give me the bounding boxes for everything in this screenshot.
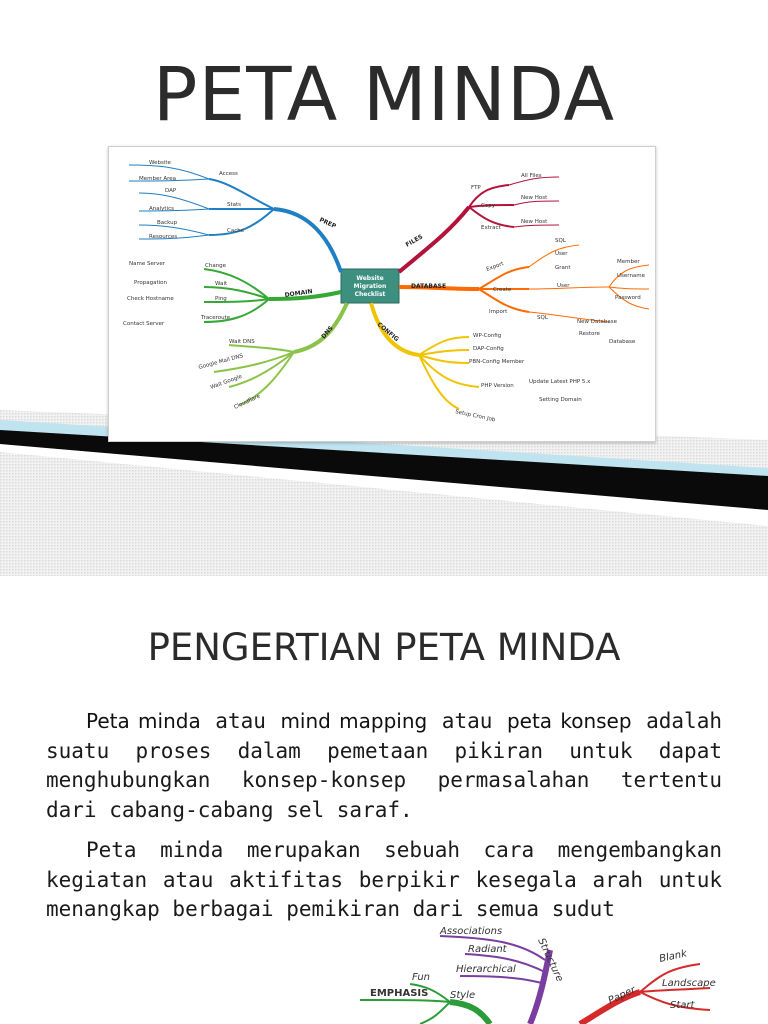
svg-text:DNS: DNS bbox=[320, 324, 335, 341]
svg-text:Google Mail DNS: Google Mail DNS bbox=[197, 353, 244, 371]
svg-text:Restore: Restore bbox=[579, 331, 600, 337]
label-start: Start bbox=[670, 1000, 695, 1011]
paragraph-explanation: Peta minda merupakan sebuah cara mengembangkan kegiatan atau aktifitas berpikir kesegala arah untuk menangkap berbagai pemikiran dari semua sudut bbox=[46, 838, 722, 921]
svg-text:Setting Domain: Setting Domain bbox=[539, 397, 582, 403]
svg-text:Stats: Stats bbox=[227, 202, 242, 208]
slide-title: PETA MINDA bbox=[152, 52, 616, 138]
svg-text:Change: Change bbox=[205, 263, 227, 269]
label-hierarchical: Hierarchical bbox=[456, 964, 516, 975]
svg-text:Check Hostname: Check Hostname bbox=[127, 296, 174, 302]
label-paper: Paper bbox=[606, 984, 638, 1007]
svg-text:PREP: PREP bbox=[318, 216, 337, 231]
svg-text:SQL: SQL bbox=[537, 315, 548, 321]
svg-text:Member Area: Member Area bbox=[139, 176, 177, 182]
svg-text:Database: Database bbox=[609, 339, 636, 345]
svg-text:All Files: All Files bbox=[521, 173, 542, 179]
svg-text:Export: Export bbox=[485, 261, 505, 273]
svg-text:SQL: SQL bbox=[555, 238, 566, 244]
term-peta-konsep: peta konsep bbox=[506, 709, 632, 733]
svg-text:PBN-Config Member: PBN-Config Member bbox=[469, 359, 525, 365]
svg-text:Wait Google: Wait Google bbox=[209, 373, 243, 391]
svg-text:DOMAIN: DOMAIN bbox=[284, 288, 313, 299]
svg-text:Username: Username bbox=[617, 273, 646, 279]
label-blank: Blank bbox=[658, 948, 688, 965]
label-fun: Fun bbox=[412, 972, 431, 983]
svg-text:FTP: FTP bbox=[471, 185, 481, 191]
label-emphasis: EMPHASIS bbox=[370, 988, 429, 999]
svg-text:Create: Create bbox=[493, 287, 512, 293]
svg-text:DAP-Config: DAP-Config bbox=[473, 346, 504, 352]
svg-text:Contact Server: Contact Server bbox=[123, 321, 165, 327]
svg-text:New Host: New Host bbox=[521, 219, 548, 225]
term-peta-minda: Peta minda bbox=[86, 709, 201, 733]
svg-text:FILES: FILES bbox=[404, 233, 425, 249]
svg-text:Analytics: Analytics bbox=[149, 206, 174, 212]
svg-text:Wait: Wait bbox=[215, 281, 228, 287]
svg-text:Access: Access bbox=[219, 171, 238, 177]
svg-text:Wait DNS: Wait DNS bbox=[229, 339, 255, 345]
paragraph-definition bbox=[46, 707, 722, 825]
definition-slide bbox=[0, 576, 768, 1024]
label-radiant: Radiant bbox=[468, 944, 507, 955]
svg-text:New Database: New Database bbox=[577, 319, 617, 325]
slide-title: PENGERTIAN PETA MINDA bbox=[147, 626, 621, 669]
svg-text:Migration: Migration bbox=[353, 283, 387, 290]
label-structure: Structure bbox=[535, 936, 566, 984]
definition-text: adalah suatu proses dalam pemetaan pikiran untuk dapat menghubungkan konsep-konsep permasalahan tertentu dari cabang-cabang sel saraf. bbox=[46, 709, 722, 822]
svg-text:Import: Import bbox=[489, 309, 508, 315]
mind-map-image-partial bbox=[340, 920, 768, 1024]
svg-text:Grant: Grant bbox=[555, 265, 571, 271]
separator: atau bbox=[427, 709, 507, 733]
svg-text:Cache: Cache bbox=[227, 228, 245, 234]
svg-text:Checklist: Checklist bbox=[354, 291, 386, 298]
label-style: Style bbox=[450, 990, 476, 1001]
label-associations: Associations bbox=[440, 926, 503, 937]
svg-text:Copy: Copy bbox=[481, 203, 495, 209]
term-mind-mapping: mind mapping bbox=[280, 709, 428, 733]
svg-text:User: User bbox=[557, 283, 570, 289]
svg-text:Member: Member bbox=[617, 259, 640, 265]
svg-text:Cloudflare: Cloudflare bbox=[233, 393, 262, 411]
separator: atau bbox=[200, 709, 281, 733]
svg-text:Update Latest PHP 5.x: Update Latest PHP 5.x bbox=[529, 379, 591, 385]
svg-text:Ping: Ping bbox=[215, 296, 227, 302]
svg-text:Backup: Backup bbox=[157, 220, 178, 226]
svg-text:Propagation: Propagation bbox=[134, 280, 167, 286]
svg-text:CONFIG: CONFIG bbox=[375, 321, 400, 344]
mind-map-image bbox=[108, 146, 656, 442]
svg-text:Extract: Extract bbox=[481, 225, 501, 231]
svg-text:Password: Password bbox=[615, 295, 641, 301]
svg-text:Setup Cron Job: Setup Cron Job bbox=[454, 409, 496, 424]
svg-text:WP-Config: WP-Config bbox=[473, 333, 502, 339]
svg-text:New Host: New Host bbox=[521, 195, 548, 201]
svg-text:Website: Website bbox=[149, 160, 171, 166]
svg-text:Website: Website bbox=[356, 275, 384, 282]
svg-text:PHP Version: PHP Version bbox=[481, 383, 514, 389]
svg-text:Name Server: Name Server bbox=[129, 261, 166, 267]
svg-text:Resources: Resources bbox=[149, 234, 178, 240]
label-landscape: Landscape bbox=[662, 978, 716, 989]
svg-text:User: User bbox=[555, 251, 568, 257]
svg-text:DATABASE: DATABASE bbox=[411, 283, 447, 290]
svg-text:DAP: DAP bbox=[165, 188, 177, 194]
svg-text:Traceroute: Traceroute bbox=[201, 315, 231, 321]
